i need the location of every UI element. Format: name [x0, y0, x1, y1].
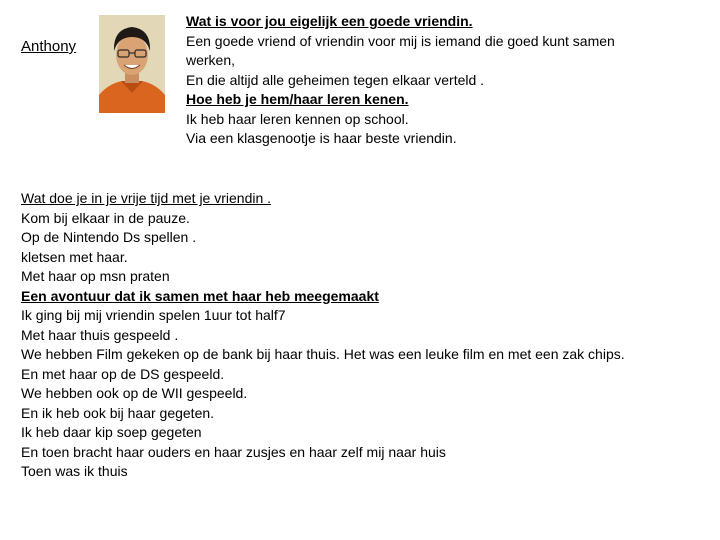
answer-line: Ik ging bij mij vriendin spelen 1uur tot half7	[21, 307, 286, 323]
intro-section	[186, 12, 706, 149]
answer-line: kletsen met haar.	[21, 248, 128, 265]
answer-line: Ik heb daar kip soep gegeten	[21, 424, 202, 440]
question-good-friend: Wat is voor jou eigelijk een goede vriendin.	[186, 13, 473, 29]
answer-line: We hebben ook op de WII gespeeld.	[21, 385, 248, 401]
answer-line: En toen bracht haar ouders en haar zusjes en haar zelf mij naar huis	[21, 443, 446, 460]
answer-line: Een goede vriend of vriendin voor mij is iemand die goed kunt samen	[186, 32, 615, 49]
body-section	[21, 189, 701, 482]
answer-line: Op de Nintendo Ds spellen .	[21, 229, 197, 245]
question-free-time: Wat doe je in je vrije tijd met je vriendin .	[21, 190, 272, 206]
portrait-image	[99, 15, 165, 113]
student-photo	[99, 15, 165, 113]
student-name: Anthony	[21, 38, 77, 55]
answer-line: We hebben Film gekeken op de bank bij haar thuis. Het was een leuke film en met een zak chips.	[21, 346, 625, 362]
answer-line: Met haar thuis gespeeld .	[21, 326, 179, 343]
question-how-met: Hoe heb je hem/haar leren kenen.	[186, 91, 409, 107]
question-adventure: Een avontuur dat ik samen met haar heb meegemaakt	[21, 287, 379, 304]
answer-line: Toen was ik thuis	[21, 463, 128, 479]
answer-line: Met haar op msn praten	[21, 268, 170, 284]
answer-line: Via een klasgenootje is haar beste vriendin.	[186, 130, 457, 146]
answer-line: Kom bij elkaar in de pauze.	[21, 209, 190, 226]
answer-line: En ik heb ook bij haar gegeten.	[21, 404, 215, 421]
answer-line: Ik heb haar leren kennen op school.	[186, 110, 409, 127]
answer-line: En met haar op de DS gespeeld.	[21, 365, 225, 382]
answer-line: En die altijd alle geheimen tegen elkaar verteld .	[186, 71, 485, 88]
answer-line: werken,	[186, 52, 236, 68]
